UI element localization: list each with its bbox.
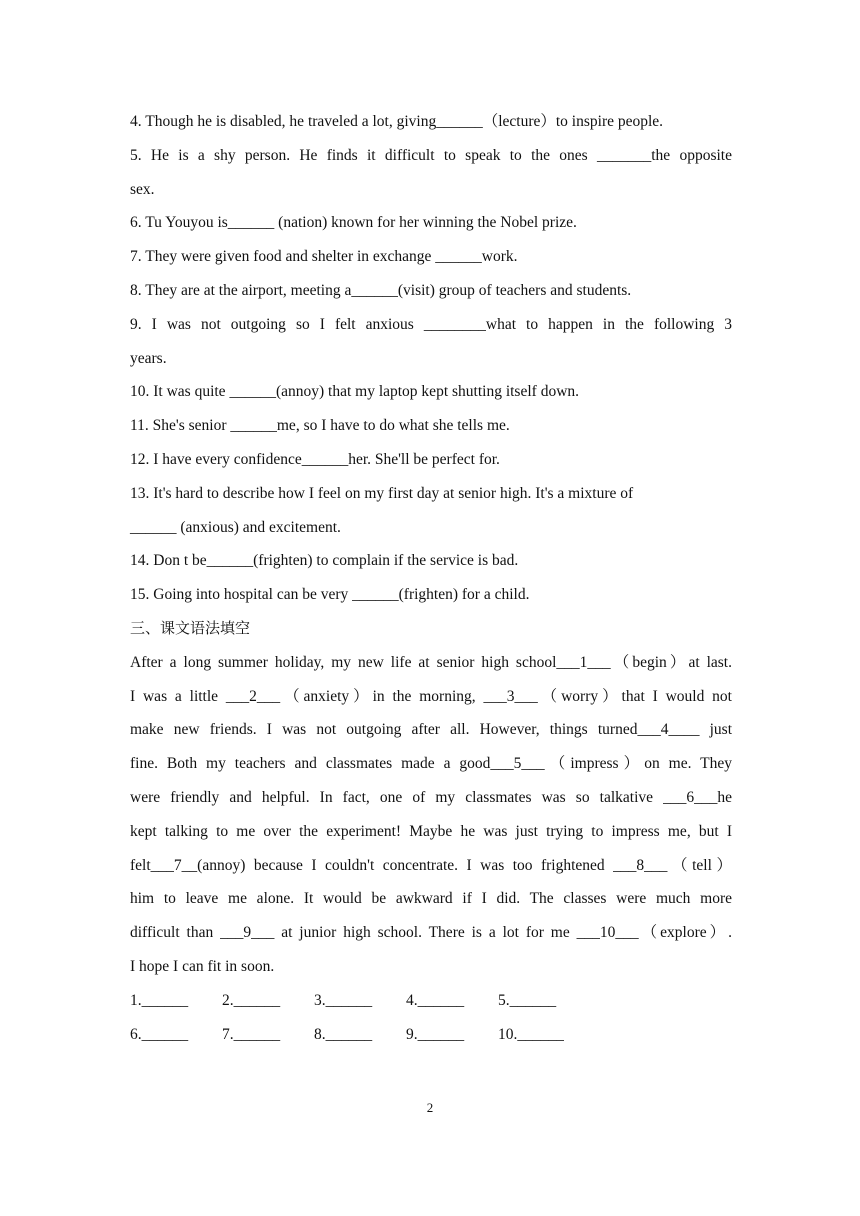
answer-blanks-row-2: [130, 1018, 732, 1052]
answer-blank-6[interactable]: 6.______: [130, 1025, 189, 1043]
exercise-6-line1: 6. Tu Youyou is______ (nation) known for her winning the Nobel prize.: [130, 214, 577, 232]
answer-blank-9[interactable]: 9.______: [406, 1025, 465, 1043]
answer-blank-2[interactable]: 2.______: [222, 991, 281, 1009]
passage-line-4: fine. Both my teachers and classmates made a good___5___（impress）on me. They: [130, 755, 732, 773]
worksheet-page: [130, 105, 732, 1051]
answer-blank-8[interactable]: 8.______: [314, 1025, 373, 1043]
exercise-5-line2: sex.: [130, 180, 155, 198]
passage-line-5: were friendly and helpful. In fact, one of my classmates was so talkative ___6___he: [130, 788, 732, 806]
exercise-9-line2: years.: [130, 349, 167, 367]
exercise-13-line1: 13. It's hard to describe how I feel on my first day at senior high. It's a mixture of: [130, 484, 634, 502]
exercise-8-line1: 8. They are at the airport, meeting a______(visit) group of teachers and students.: [130, 281, 632, 299]
exercise-9-line1: 9. I was not outgoing so I felt anxious ________what to happen in the following 3: [130, 315, 732, 333]
exercise-12-line1: 12. I have every confidence______her. She'll be perfect for.: [130, 450, 500, 468]
answer-blanks-row-1: [130, 984, 732, 1018]
answer-blank-4[interactable]: 4.______: [406, 991, 465, 1009]
exercise-15-line1: 15. Going into hospital can be very ______(frighten) for a child.: [130, 586, 530, 604]
exercise-5-line1: 5. He is a shy person. He finds it difficult to speak to the ones _______the opposite: [130, 146, 732, 164]
exercise-11-line1: 11. She's senior ______me, so I have to do what she tells me.: [130, 417, 510, 435]
passage-line-3: make new friends. I was not outgoing after all. However, things turned___4____ just: [130, 721, 732, 739]
answer-blank-1[interactable]: 1.______: [130, 991, 189, 1009]
passage-line-10: I hope I can fit in soon.: [130, 957, 275, 975]
passage-line-2: I was a little ___2___（anxiety）in the morning, ___3___（worry）that I would not: [130, 687, 732, 705]
answer-blank-5[interactable]: 5.______: [498, 991, 557, 1009]
answer-blank-3[interactable]: 3.______: [314, 991, 373, 1009]
page-number: 2: [426, 1100, 434, 1115]
passage-line-7: felt___7__(annoy) because I couldn't concentrate. I was too frightened ___8___（tell）: [130, 856, 732, 874]
answer-blank-10[interactable]: 10.______: [498, 1025, 564, 1043]
answer-blank-7[interactable]: 7.______: [222, 1025, 281, 1043]
passage-line-9: difficult than ___9___ at junior high school. There is a lot for me ___10___（explore）.: [130, 924, 732, 942]
exercise-13-line2: ______ (anxious) and excitement.: [130, 518, 341, 536]
passage-line-1: After a long summer holiday, my new life at senior high school___1___（begin）at last.: [130, 653, 732, 671]
passage-line-8: him to leave me alone. It would be awkward if I did. The classes were much more: [130, 890, 732, 908]
exercise-10-line1: 10. It was quite ______(annoy) that my laptop kept shutting itself down.: [130, 383, 580, 401]
exercise-14-line1: 14. Don t be______(frighten) to complain if the service is bad.: [130, 552, 519, 570]
passage-line-6: kept talking to me over the experiment! Maybe he was just trying to impress me, but I: [130, 822, 732, 840]
exercise-4-line1: 4. Though he is disabled, he traveled a lot, giving______（lecture）to inspire people.: [130, 113, 664, 130]
section-heading: 三、课文语法填空: [130, 618, 251, 637]
exercise-7-line1: 7. They were given food and shelter in exchange ______work.: [130, 248, 518, 266]
